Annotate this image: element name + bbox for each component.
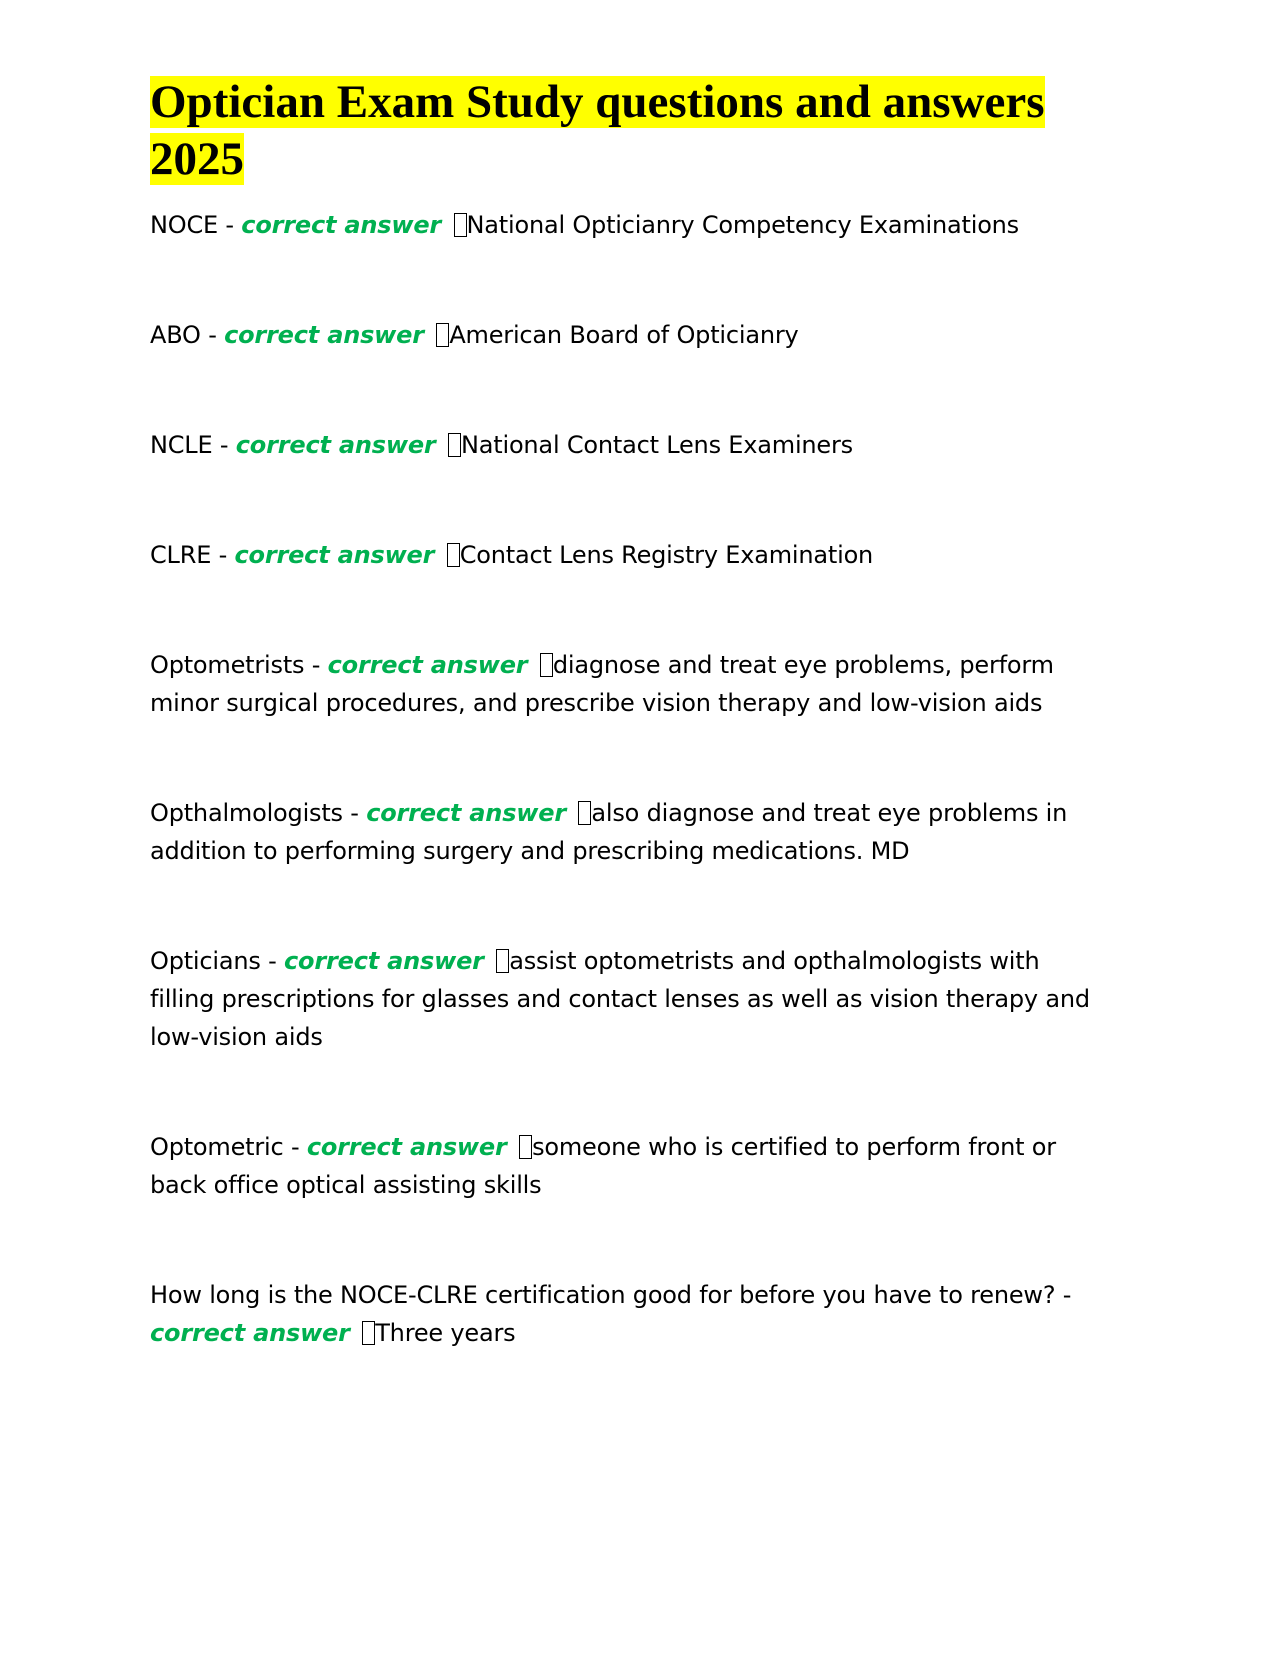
qa-list [150, 206, 1110, 1352]
qa-item [150, 316, 1110, 354]
qa-separator: - [212, 431, 236, 459]
qa-item [150, 794, 1110, 870]
qa-item [150, 206, 1110, 244]
page-title [150, 74, 1110, 188]
qa-separator: - [211, 541, 235, 569]
correct-answer-label: correct answer [366, 799, 566, 827]
correct-answer-label: correct answer [284, 947, 484, 975]
qa-separator: - [283, 1133, 307, 1161]
correct-answer-label: correct answer [150, 1319, 350, 1347]
missing-glyph-box-icon [448, 433, 461, 457]
missing-glyph-box-icon [496, 949, 509, 973]
title-text: Optician Exam Study questions and answers 2025 [150, 76, 1045, 185]
qa-term: How long is the NOCE-CLRE certification good for before you have to renew? [150, 1281, 1056, 1309]
missing-glyph-box-icon [436, 323, 449, 347]
correct-answer-label: correct answer [327, 651, 528, 679]
correct-answer-label: correct answer [224, 321, 424, 349]
qa-term: ABO [150, 321, 201, 349]
qa-item [150, 426, 1110, 464]
qa-term: CLRE [150, 541, 212, 569]
qa-separator: - [217, 211, 242, 239]
correct-answer-label: correct answer [241, 211, 442, 239]
qa-item [150, 536, 1110, 574]
qa-term: NCLE [150, 431, 213, 459]
missing-glyph-box-icon [578, 801, 591, 825]
qa-answer: someone who is certified to perform front or back office optical assisting skills [150, 1133, 1056, 1199]
qa-item [150, 1128, 1110, 1204]
qa-answer: assist optometrists and opthalmologists with filling prescriptions for glasses and contact lenses as well as vision therapy and low-vision aids [150, 947, 1090, 1051]
qa-separator: - [342, 799, 367, 827]
qa-term: Optometric [150, 1133, 284, 1161]
correct-answer-label: correct answer [235, 431, 436, 459]
missing-glyph-box-icon [362, 1321, 375, 1345]
qa-item [150, 942, 1110, 1056]
missing-glyph-box-icon [519, 1135, 532, 1159]
qa-answer: National Opticianry Competency Examinations [466, 211, 1019, 239]
qa-answer: Three years [375, 1319, 516, 1347]
correct-answer-label: correct answer [306, 1133, 507, 1161]
qa-term: Opthalmologists [150, 799, 343, 827]
qa-answer: National Contact Lens Examiners [461, 431, 853, 459]
missing-glyph-box-icon [454, 213, 467, 237]
qa-answer: American Board of Opticianry [449, 321, 799, 349]
correct-answer-label: correct answer [234, 541, 435, 569]
qa-item [150, 646, 1110, 722]
qa-separator: - [260, 947, 285, 975]
missing-glyph-box-icon [447, 543, 460, 567]
qa-term: Optometrists [150, 651, 305, 679]
qa-answer: diagnose and treat eye problems, perform minor surgical procedures, and prescribe vision therapy and low-vision aids [150, 651, 1054, 717]
missing-glyph-box-icon [540, 653, 553, 677]
qa-term: Opticians [150, 947, 261, 975]
qa-separator: - [1055, 1281, 1072, 1309]
document-page [150, 74, 1110, 1424]
qa-item [150, 1276, 1110, 1352]
qa-separator: - [200, 321, 225, 349]
qa-answer: also diagnose and treat eye problems in addition to performing surgery and prescribing medications. MD [150, 799, 1068, 865]
qa-separator: - [304, 651, 328, 679]
qa-term: NOCE [150, 211, 218, 239]
qa-answer: Contact Lens Registry Examination [459, 541, 874, 569]
